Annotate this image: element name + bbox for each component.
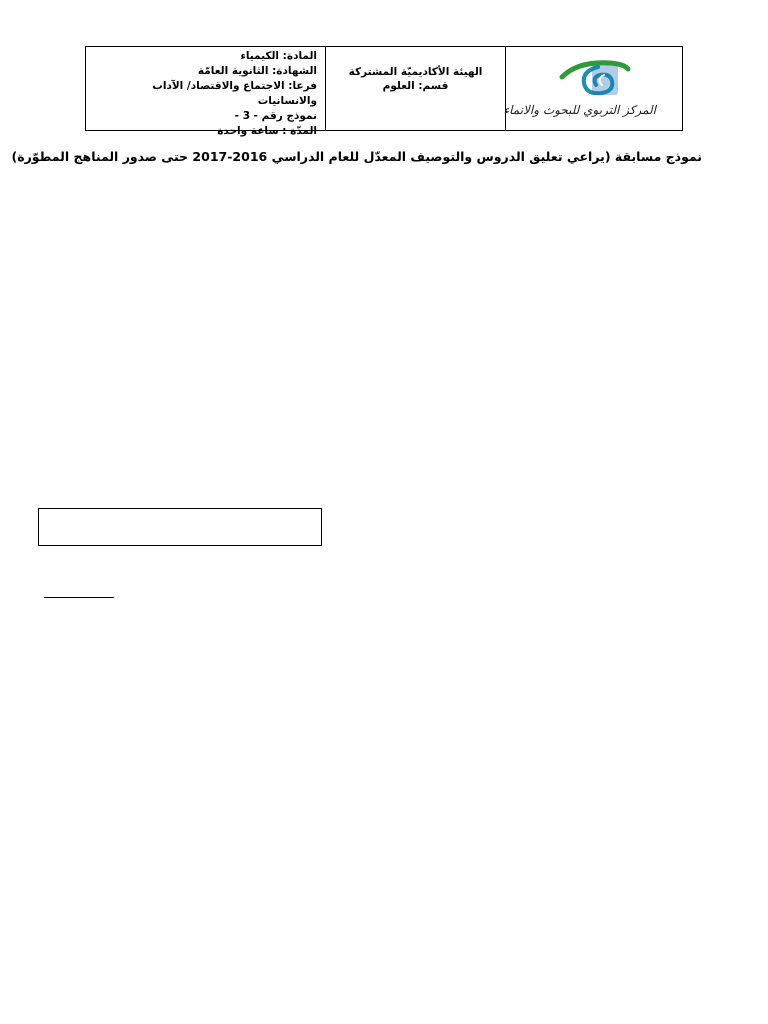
- logo-cell: [503, 47, 682, 130]
- exam-info-cell: [86, 47, 326, 137]
- header-table: [85, 46, 683, 137]
- duration-label: المدّة : ساعة واحدة: [217, 125, 317, 137]
- crdp-logo-icon: [558, 55, 632, 99]
- subject-label: المادة: الكيمياء: [240, 50, 317, 62]
- committee-label: الهيئة الأكاديميّة المشتركة: [348, 66, 483, 78]
- committee-cell: [326, 47, 506, 130]
- branches-label: فرعا: الاجتماع والاقتصاد/ الآداب والانسانيات: [152, 80, 317, 107]
- model-number-label: نموذج رقم - 3 -: [234, 110, 317, 122]
- empty-answer-box: [38, 508, 322, 546]
- department-label: قسم: العلوم: [382, 80, 449, 92]
- model-title: نموذج مسابقة (يراعي تعليق الدروس والتوصيف المعدّل للعام الدراسي 2016-2017 حتى صدور المناهج المطوّرة): [11, 149, 702, 164]
- certificate-label: الشهادة: الثانوية العامّة: [197, 65, 317, 77]
- logo-caption: المركز التربوي للبحوث والانماء: [503, 103, 656, 117]
- underline-divider: [44, 597, 114, 598]
